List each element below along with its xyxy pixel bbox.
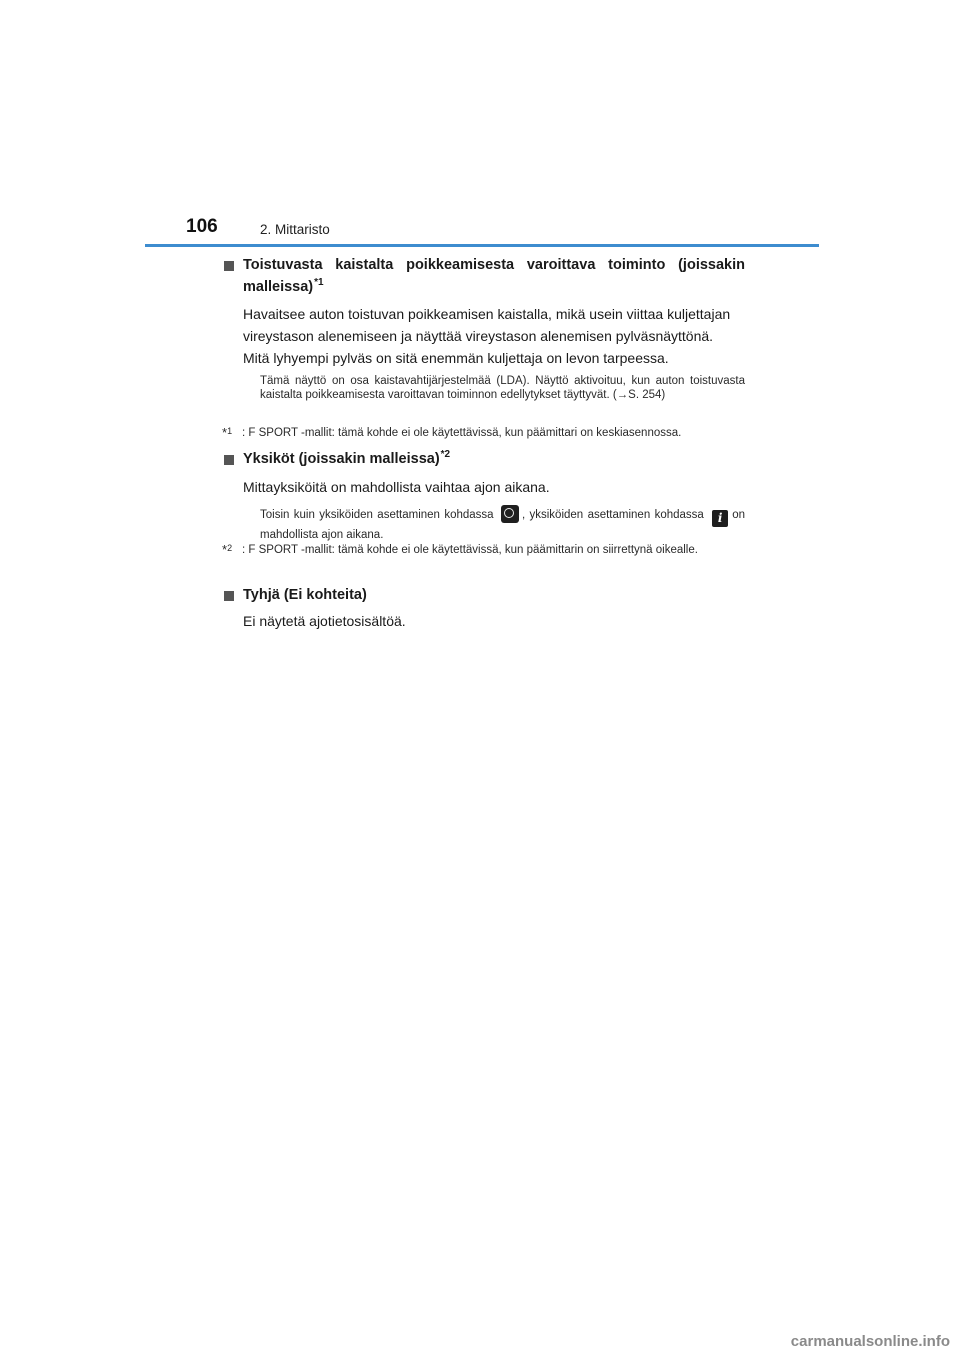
footnote-star: * — [222, 425, 228, 440]
footnote-star: * — [222, 542, 228, 557]
chapter-title: 2. Mittaristo — [260, 222, 330, 237]
note-text: on mahdollista ajon aikana. — [260, 509, 745, 541]
heading-text: Toistuvasta kaistalta poikkeamisesta varoittava toiminto (joissakin — [243, 257, 745, 273]
note-text: Toisin kuin yksiköiden asettaminen kohdassa — [260, 509, 494, 521]
section-heading-lane-departure — [243, 254, 745, 276]
section-bullet — [224, 591, 234, 601]
section-body: Ei näytetä ajotietosisältöä. — [243, 613, 406, 629]
section-bullet — [224, 455, 234, 465]
note-text: , yksiköiden asettaminen kohdassa — [521, 509, 704, 521]
footnote-1 — [222, 424, 745, 442]
footnote-2 — [222, 541, 745, 559]
gear-icon — [501, 505, 519, 523]
heading-text: malleissa) — [243, 279, 314, 295]
footnote-mark — [222, 424, 232, 442]
footnote-number: 1 — [227, 426, 233, 436]
info-icon: i — [712, 510, 728, 527]
footnote-ref: *2 — [440, 449, 451, 460]
section-heading-lane-departure-cont — [243, 276, 745, 298]
section-note-units — [260, 505, 745, 543]
section-body: Mittayksiköitä on mahdollista vaihtaa ajon aikana. — [243, 479, 550, 495]
footnote-number: 2 — [227, 543, 233, 553]
page-header — [0, 0, 960, 250]
heading-text: Yksiköt (joissakin malleissa) — [243, 451, 440, 467]
section-body-line: Mitä lyhyempi pylväs on sitä enemmän kuljettaja on levon tarpeessa. — [243, 350, 669, 366]
footnote-ref: *1 — [314, 277, 324, 288]
page-number: 106 — [186, 216, 218, 237]
header-divider — [145, 244, 819, 247]
section-bullet — [224, 261, 234, 271]
section-heading-units — [243, 448, 745, 470]
heading-text: Tyhjä (Ei kohteita) — [243, 587, 367, 603]
footnote-text: : F SPORT -mallit: tämä kohde ei ole käytettävissä, kun päämittari on keskiasennossa. — [242, 427, 682, 439]
section-body-line: Havaitsee auton toistuvan poikkeamisen kaistalla, mikä usein viittaa kuljettajan — [243, 306, 731, 322]
section-heading-empty — [243, 584, 745, 606]
section-note: Tämä näyttö on osa kaistavahtijärjestelmää (LDA). Näyttö aktivoituu, kun auton toistuvasta kaistalta poikkeamisesta varoittavan toiminnon edellytykset täyttyvät. (→S. 254) — [260, 375, 745, 401]
footnote-mark — [222, 541, 232, 559]
section-body-line: vireystason alenemiseen ja näyttää vireystason alenemisen pylväsnäyttönä. — [243, 328, 714, 344]
footnote-text: : F SPORT -mallit: tämä kohde ei ole käytettävissä, kun päämittarin on siirrettynä oikealle. — [242, 544, 698, 556]
watermark: carmanualsonline.info — [790, 1333, 950, 1350]
